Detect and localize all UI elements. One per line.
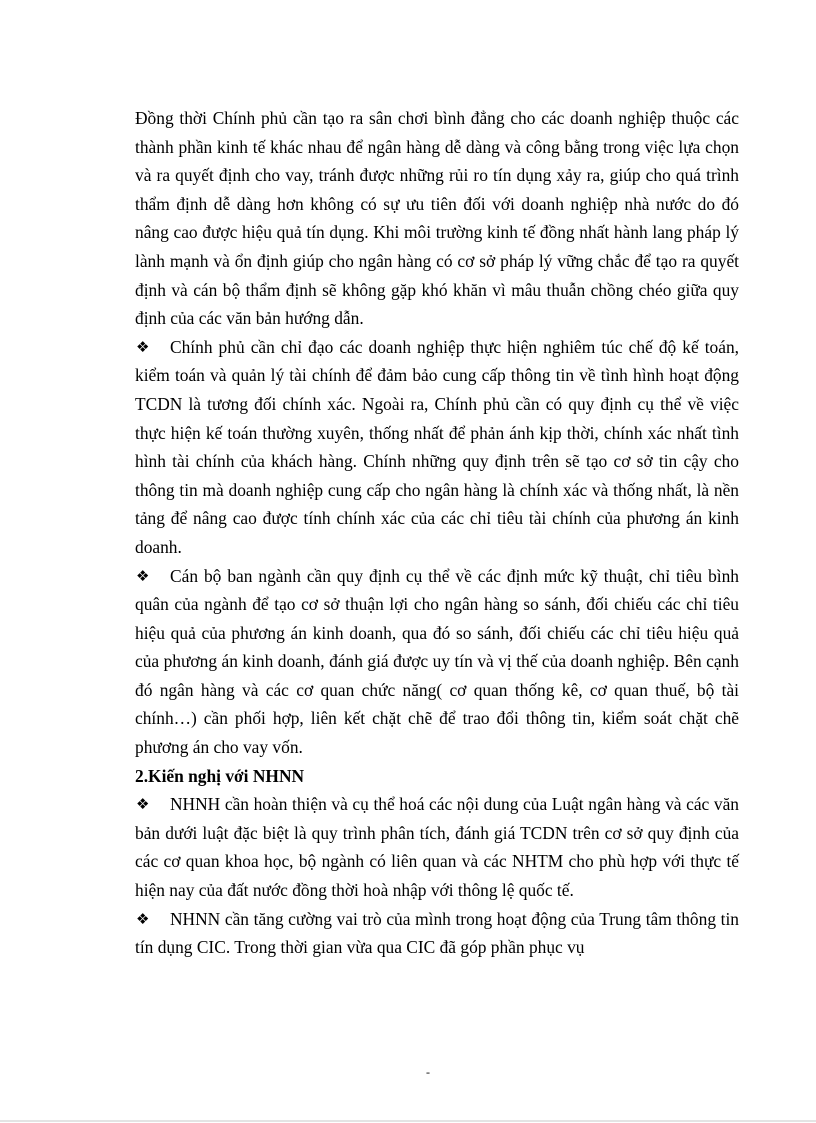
page-footer-mark: - [426, 1065, 430, 1079]
bullet-item-cic [135, 905, 739, 962]
diamond-bullet-icon: ❖ [136, 566, 150, 585]
bullet-item-banking-law [135, 790, 739, 904]
section-heading: 2.Kiến nghị với NHNN [135, 765, 305, 786]
intro-paragraph: Đồng thời Chính phủ cần tạo ra sân chơi bình đẳng cho các doanh nghiệp thuộc các thành phần kinh tế khác nhau để ngân hàng dễ dàng và công bằng trong việc lựa chọn và ra quyết định cho vay, tránh được những rủi ro tín dụng xảy ra, giúp cho quá trình thẩm định dễ dàng hơn không có sự ưu tiên đối với doanh nghiệp nhà nước do đó nâng cao được hiệu quả tín dụng. Khi môi trường kinh tế đồng nhất hành lang pháp lý lành mạnh và ổn định giúp cho ngân hàng có cơ sở pháp lý vững chắc để tạo ra quyết định và cán bộ thẩm định sẽ không gặp khó khăn vì mâu thuẫn chồng chéo giữa quy định của các văn bản hướng dẫn. [135, 108, 739, 329]
bullet-text: Chính phủ cần chỉ đạo các doanh nghiệp thực hiện nghiêm túc chế độ kế toán, kiểm toán và quản lý tài chính để đảm bảo cung cấp thông tin về tình hình hoạt động TCDN là tương đối chính xác. Ngoài ra, Chính phủ cần có quy định cụ thể về việc thực hiện kế toán thường xuyên, thống nhất để phản ánh kịp thời, chính xác nhất tình hình tài chính của khách hàng. Chính những quy định trên sẽ tạo cơ sở tin cậy cho thông tin mà doanh nghiệp cung cấp cho ngân hàng là chính xác và thống nhất, là nền tảng để nâng cao được tính chính xác của các chỉ tiêu tài chính của phương án kinh doanh. [135, 336, 739, 557]
document-page [135, 104, 739, 962]
diamond-bullet-icon: ❖ [136, 337, 150, 356]
bullet-item-accounting [135, 333, 739, 562]
bullet-item-industry-standards [135, 562, 739, 762]
diamond-bullet-icon: ❖ [136, 909, 150, 928]
bullet-text: NHNH cần hoàn thiện và cụ thể hoá các nội dung của Luật ngân hàng và các văn bản dưới luật đặc biệt là quy trình phân tích, đánh giá TCDN trên cơ sở quy định của các cơ quan khoa học, bộ ngành có liên quan và các NHTM cho phù hợp với thực tế hiện nay của đất nước đồng thời hoà nhập với thông lệ quốc tế. [135, 794, 739, 901]
bullet-text: NHNN cần tăng cường vai trò của mình trong hoạt động của Trung tâm thông tin tín dụng CIC. Trong thời gian vừa qua CIC đã góp phần phục vụ [135, 908, 739, 958]
page-bottom-edge [0, 1120, 816, 1122]
diamond-bullet-icon: ❖ [136, 795, 150, 814]
bullet-text: Cán bộ ban ngành cần quy định cụ thể về các định mức kỹ thuật, chỉ tiêu bình quân của ngành để tạo cơ sở thuận lợi cho ngân hàng so sánh, đối chiếu các chỉ tiêu hiệu quả của phương án kinh doanh, qua đó so sánh, đối chiếu các chỉ tiêu hiệu quả của phương án kinh doanh, đánh giá được uy tín và vị thế của doanh nghiệp. Bên cạnh đó ngân hàng và các cơ quan chức năng( cơ quan thống kê, cơ quan thuế, bộ tài chính…) cần phối hợp, liên kết chặt chẽ để trao đổi thông tin, kiểm soát chặt chẽ phương án cho vay vốn. [135, 565, 739, 758]
